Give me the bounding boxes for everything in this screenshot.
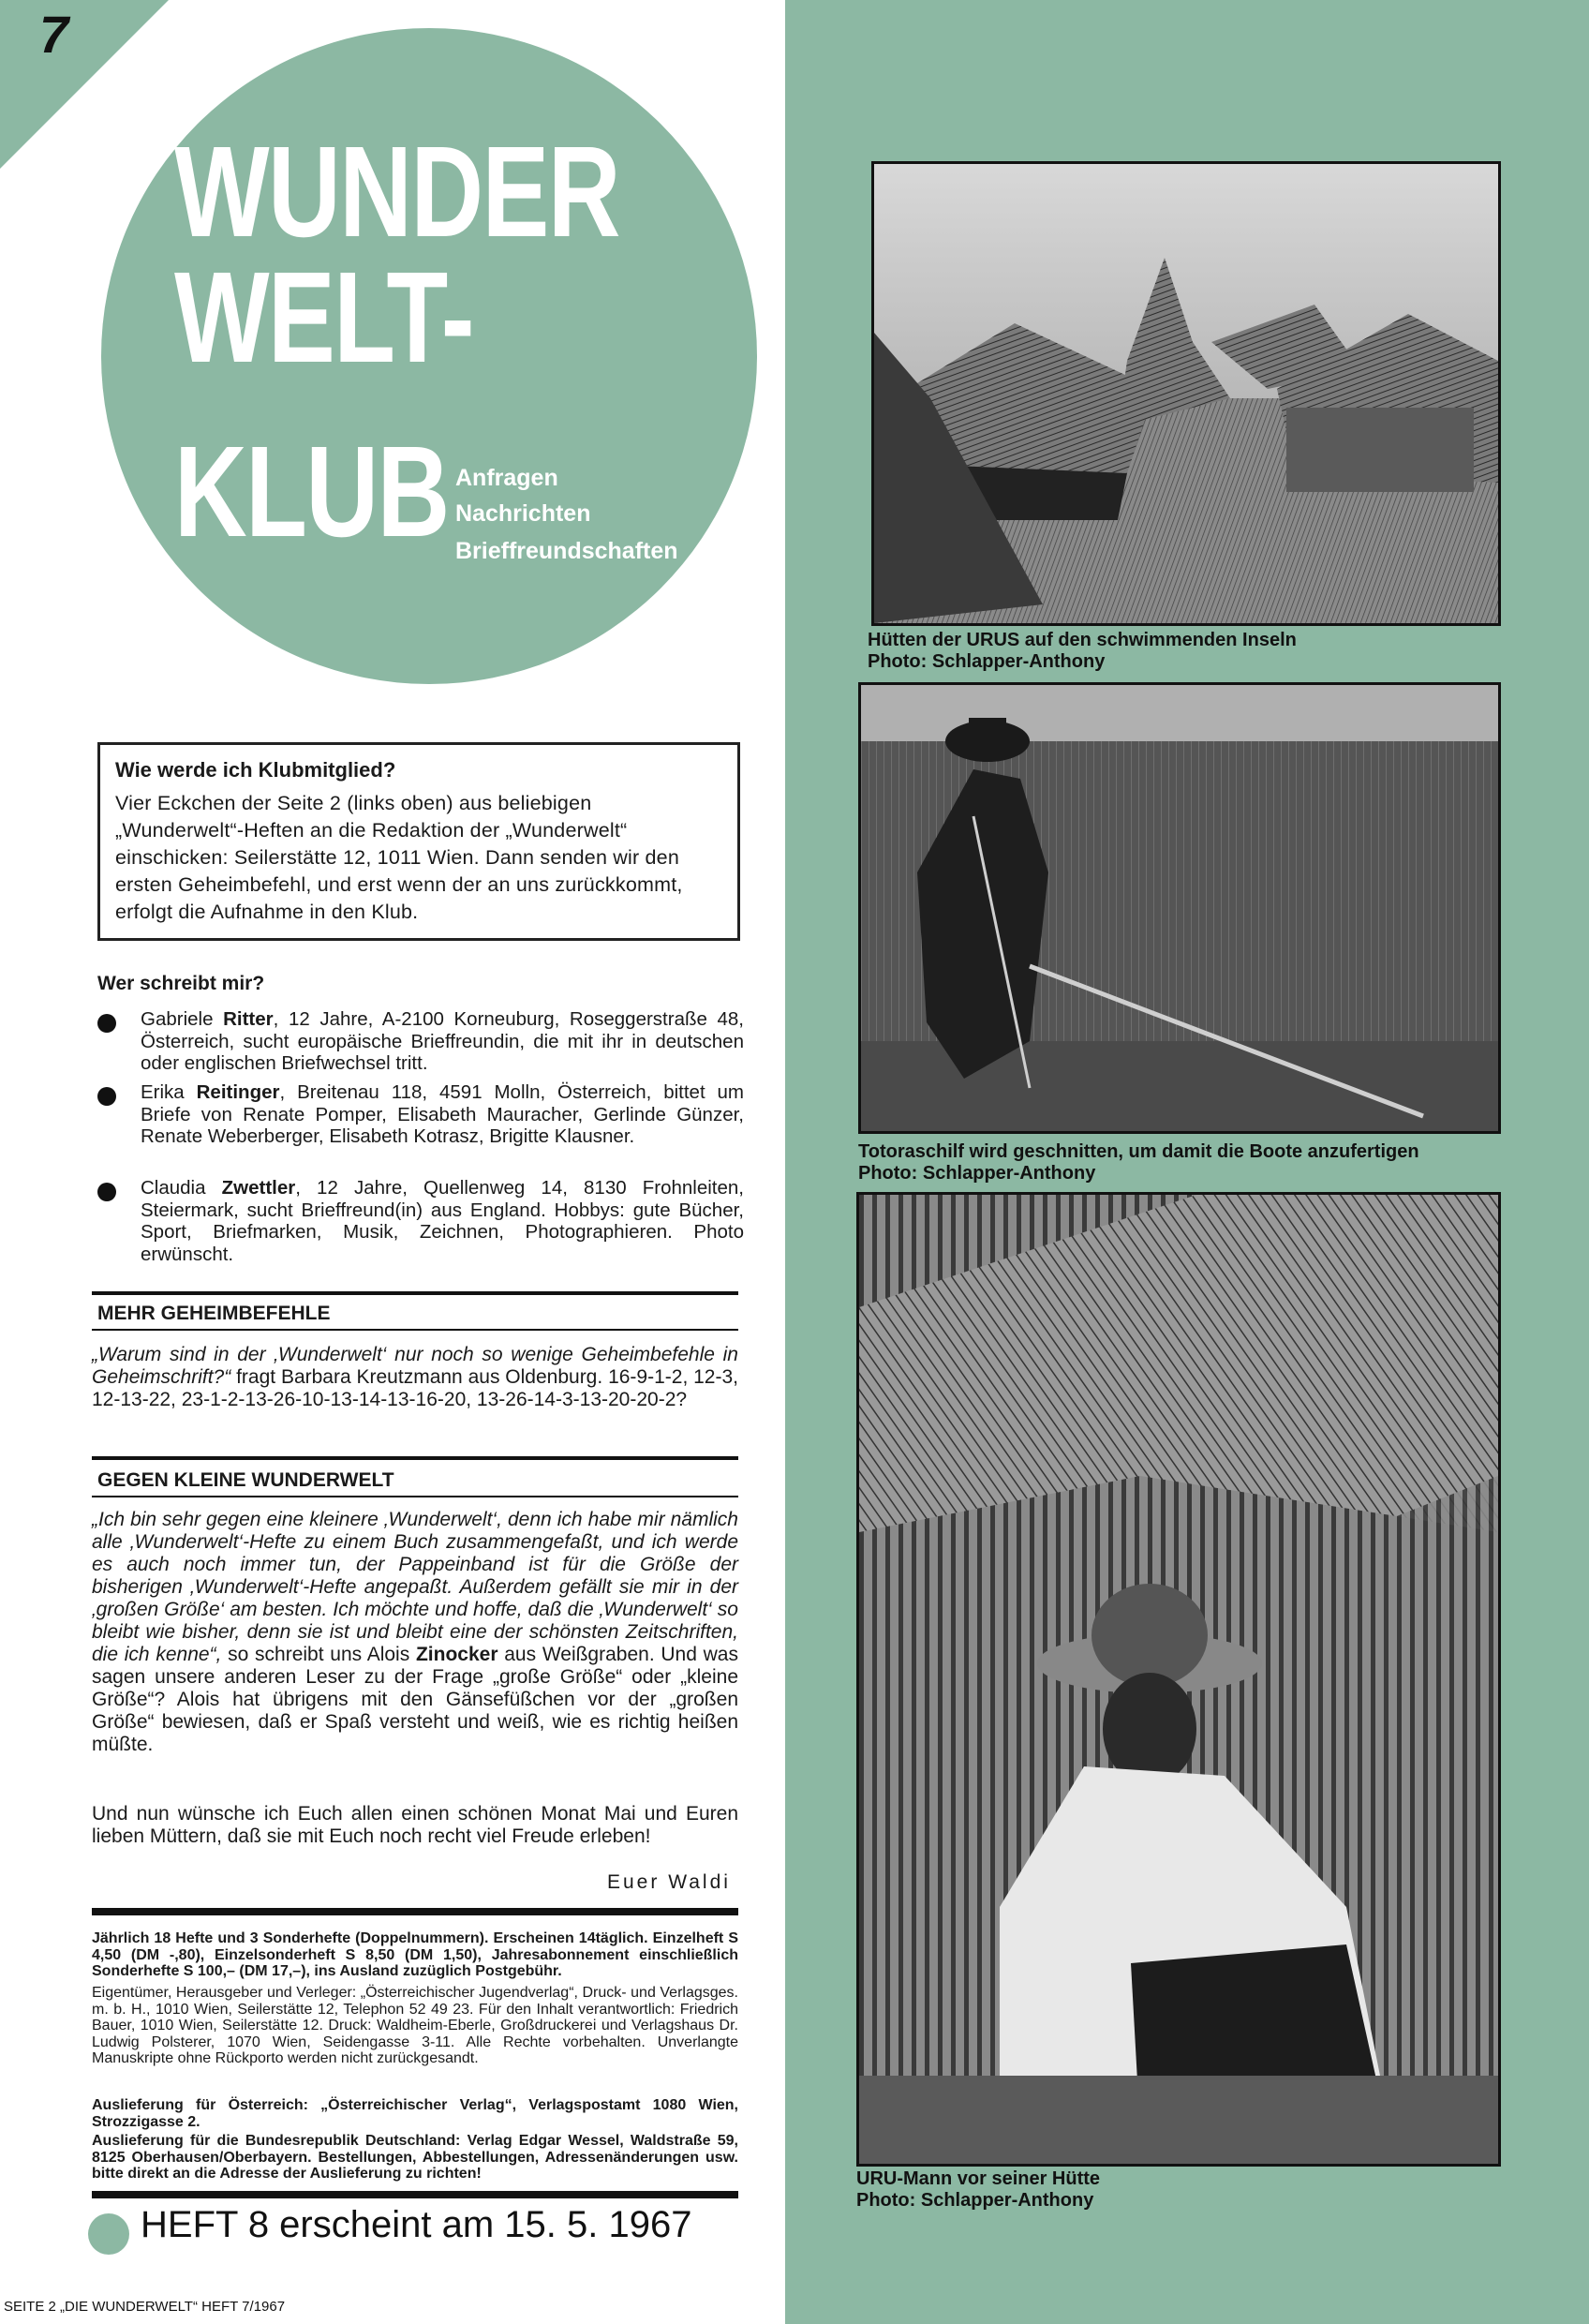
caption-text: Hütten der URUS auf den schwimmenden Inseln [868,630,1297,650]
membership-text: Vier Eckchen der Seite 2 (links oben) aus beliebigen „Wunderwelt“-Heften an die Redaktion der „Wunderwelt“ einschicken: Seilerstätte 12, 1011 Wien. Dann senden wir den ersten Geheimbefehl, und erst wenn der an uns zurückkommt, erfolgt die Aufnahme in den Klub. [115,792,683,923]
penpal-last-name: Reitinger [196,1081,280,1103]
club-title-line-1: WUNDER [174,120,619,264]
penpal-entry [97,1177,744,1265]
penpal-first-name: Gabriele [141,1008,214,1030]
caption-text: Totoraschilf wird geschnitten, um damit die Boote anzufertigen [858,1141,1419,1162]
photo-cutting-reeds-image [861,685,1498,1131]
membership-box [97,742,740,941]
corner-cutout [0,0,169,169]
small-heading: GEGEN KLEINE WUNDERWELT [97,1469,394,1491]
penpal-entry [97,1008,744,1075]
imprint-rule [92,2191,738,2198]
page-footer: SEITE 2 „DIE WUNDERWELT“ HEFT 7/1967 [4,2299,286,2315]
penpal-last-name: Ritter [223,1008,274,1030]
small-name: Zinocker [415,1644,498,1665]
closing-signature: Euer Waldi [607,1871,731,1893]
next-issue-announcement: HEFT 8 erscheint am 15. 5. 1967 [141,2204,692,2245]
penpal-first-name: Erika [141,1081,185,1103]
caption-text: URU-Mann vor seiner Hütte [856,2168,1101,2189]
secret-paragraph [92,1344,738,1411]
penpal-last-name: Zwettler [221,1177,296,1199]
photo-caption-2 [858,1141,1419,1184]
section-rule [92,1329,738,1331]
section-rule [92,1496,738,1497]
photo-caption-1 [868,630,1297,673]
imprint-owner: Eigentümer, Herausgeber und Verleger: „Österreichischer Jugendverlag“, Druck- und Verlagsges. m. b. H., 1010 Wien, Seilerstätte 12, Telephon 52 49 23. Für den Inhalt verantwortlich: Friedrich Bauer, 1010 Wien, Seilerstätte 12. Druck: Waldheim-Eberle, Großdruckerei und Verlagshaus Dr. Ludwig Polsterer, 1070 Wien, Seidengasse 3-11. Alle Rechte vorbehalten. Unverlangte Manuskripte ohne Rückporto werden nicht zurückgesandt. [92,1985,738,2066]
section-rule [92,1456,738,1460]
membership-heading: Wie werde ich Klubmitglied? [115,758,396,782]
imprint-rule [92,1908,738,1915]
penpal-details: , 12 Jahre, Quellenweg 14, 8130 Frohnleiten, Steiermark, sucht Brieffreund(in) aus England. Hobbys: gute Bücher, Sport, Briefmarken, Musik, Zeichnen, Photographieren. Photo erwünscht. [141,1177,744,1265]
club-title-line-3: KLUB [174,420,449,564]
club-subtitle-3: Brieffreundschaften [455,538,678,564]
next-issue-dot [88,2213,129,2255]
caption-credit: Photo: Schlapper-Anthony [858,1163,1096,1184]
penpal-details: , Breitenau 118, 4591 Molln, Österreich, bittet um Briefe von Renate Pomper, Elisabeth Mauracher, Gerlinde Günzer, Renate Weberberger, Elisabeth Kotrasz, Brigitte Klausner. [141,1081,745,1147]
penpal-entry [97,1081,744,1148]
photo-cutting-reeds [858,682,1501,1134]
penpal-first-name: Claudia [141,1177,206,1199]
secret-heading: MEHR GEHEIMBEFEHLE [97,1303,331,1324]
photo-reed-huts [871,161,1501,626]
bullet-icon [97,1014,116,1033]
photo-reed-huts-image [874,164,1498,623]
small-quote: „Ich bin sehr gegen eine kleinere ‚Wunderwelt‘, denn ich habe mir nämlich alle ‚Wunderwelt‘-Hefte zu einem Buch zusammengefaßt, und ich werde es auch noch immer tun, der Pappeinband ist für die Größe der bisherigen ‚Wunderwelt‘-Hefte angepaßt. Außerdem gefällt sie mir in der ‚großen Größe‘ am besten. Ich möchte und hoffe, daß die ‚Wunderwelt‘ so bleibt wie bisher, denn sie ist und bleibt eine der schönsten Zeitschriften, die ich kenne“, [92,1509,738,1665]
penpal-details: , 12 Jahre, A-2100 Korneuburg, Roseggerstraße 48, Österreich, sucht europäische Brieffreundin, die mit ihr in deutschen oder englischen Briefwechsel tritt. [141,1008,744,1074]
bullet-icon [97,1183,116,1201]
club-title-line-2: WELT- [174,246,474,390]
section-rule [92,1291,738,1295]
caption-credit: Photo: Schlapper-Anthony [868,651,1106,672]
bullet-icon [97,1087,116,1106]
imprint-austria: Auslieferung für Österreich: „Österreichischer Verlag“, Verlagspostamt 1080 Wien, Strozzigasse 2. [92,2097,738,2130]
club-subtitle-1: Anfragen [455,465,558,491]
imprint-subscription: Jährlich 18 Hefte und 3 Sonderhefte (Doppelnummern). Erscheinen 14täglich. Einzelheft S 4,50 (DM -,80), Einzelsonderheft S 8,50 (DM 1,50), Jahresabonnement einschließlich Sonderhefte S 100,– (DM 17,–), ins Ausland zuzüglich Postgebühr. [92,1930,738,1979]
club-subtitle-2: Nachrichten [455,500,591,527]
photo-uru-man [856,1192,1501,2167]
small-attr-post: aus Weißgraben. Und was sagen unsere anderen Leser zu der Frage „große Größe“ oder „kleine Größe“? Alois hat übrigens mit den Gänsefüßchen vor der „großen Größe“ bewiesen, daß er Spaß versteht und weiß, wie es richtig heißen müßte. [92,1644,738,1755]
small-attr-pre: so schreibt uns Alois [221,1644,416,1665]
photo-uru-man-image [859,1195,1498,2164]
penpals-heading: Wer schreibt mir? [97,973,265,994]
secret-attribution: fragt Barbara Kreutzmann aus Oldenburg. [230,1366,603,1388]
imprint-germany: Auslieferung für die Bundesrepublik Deutschland: Verlag Edgar Wessel, Waldstraße 59, 8125 Oberhausen/Oberbayern. Bestellungen, Abbestellungen, Adressenänderungen usw. bitte direkt an die Adresse der Auslieferung zu richten! [92,2133,738,2182]
secret-quote: „Warum sind in der ‚Wunderwelt‘ nur noch so wenige Geheimbefehle in Geheimschrift?“ [92,1344,738,1388]
caption-credit: Photo: Schlapper-Anthony [856,2190,1094,2211]
issue-number: 7 [39,5,69,64]
photo-caption-3 [856,2168,1100,2212]
closing-paragraph: Und nun wünsche ich Euch allen einen schönen Monat Mai und Euren lieben Müttern, daß sie mit Euch noch recht viel Freude erleben! [92,1803,738,1847]
secret-code: 16-9-1-2, 12-3, 12-13-22, 23-1-2-13-26-10-13-14-13-16-20, 13-26-14-3-13-20-20-2? [92,1366,738,1410]
small-paragraph [92,1509,738,1756]
